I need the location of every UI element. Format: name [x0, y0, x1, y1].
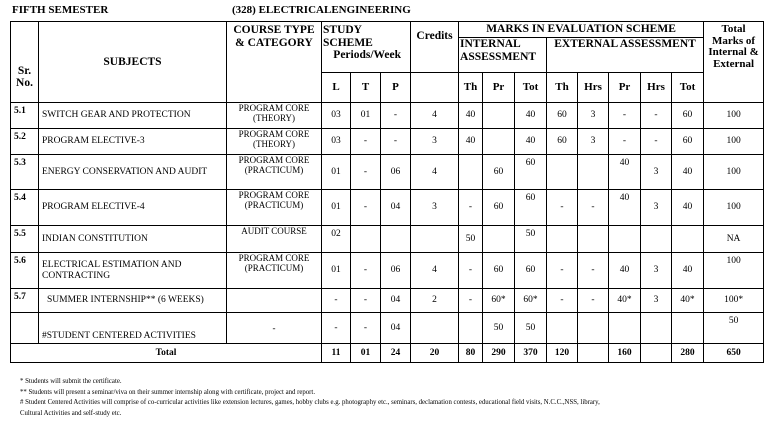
category: PROGRAM CORE (PRACTICUM) — [227, 190, 322, 226]
footnotes — [20, 377, 600, 419]
cell-ext-th — [547, 226, 578, 253]
cell-ext-th: - — [547, 253, 578, 289]
table-row — [11, 129, 764, 155]
col-L: L — [322, 73, 351, 103]
cell-int-pr — [483, 103, 515, 129]
cell-T: - — [351, 190, 381, 226]
cell-ext-pr: 40 — [609, 190, 641, 226]
subject: SWITCH GEAR AND PROTECTION — [39, 103, 227, 129]
evaluation-scheme-table — [10, 21, 764, 363]
cell-L: 01 — [322, 155, 351, 190]
total-ext-pr: 160 — [609, 344, 641, 363]
table-row — [11, 253, 764, 289]
cell-int-tot: 60 — [515, 190, 547, 226]
study-scheme-label: STUDY SCHEME — [323, 24, 373, 49]
cell-T: 01 — [351, 103, 381, 129]
header-internal-assessment: INTERNAL ASSESSMENT — [459, 38, 547, 73]
header-external-assessment: EXTERNAL ASSESSMENT — [547, 38, 704, 73]
cell-int-tot: 50 — [515, 226, 547, 253]
cell-ext-hrs2: 3 — [641, 289, 672, 313]
total-ext-tot: 280 — [672, 344, 704, 363]
program-title: (328) ELECTRICALENGINEERING — [232, 4, 411, 16]
cell-P: 06 — [381, 155, 411, 190]
subject: INDIAN CONSTITUTION — [39, 226, 227, 253]
col-P: P — [381, 73, 411, 103]
cell-ext-tot: 40 — [672, 190, 704, 226]
cell-ext-th: - — [547, 289, 578, 313]
cell-ext-hrs2 — [641, 226, 672, 253]
category: PROGRAM CORE (PRACTICUM) — [227, 155, 322, 190]
cell-ext-hrs2: 3 — [641, 155, 672, 190]
cell-total: 100 — [704, 129, 764, 155]
cell-ext-pr: 40 — [609, 253, 641, 289]
footnote: Cultural Activities and self-study etc. — [20, 409, 122, 417]
cell-ext-tot: 40 — [672, 155, 704, 190]
subject: #STUDENT CENTERED ACTIVITIES — [39, 313, 227, 344]
cell-credits: 4 — [411, 103, 459, 129]
cell-ext-tot: 60 — [672, 129, 704, 155]
cell-T: - — [351, 155, 381, 190]
col-int-pr: Pr — [483, 73, 515, 103]
sr-no: 5.3 — [11, 155, 39, 190]
cell-ext-th — [547, 155, 578, 190]
total-row — [11, 344, 764, 363]
total-ext-hrs2 — [641, 344, 672, 363]
col-ext-th: Th — [547, 73, 578, 103]
cell-int-th — [459, 155, 483, 190]
col-T: T — [351, 73, 381, 103]
category: - — [227, 313, 322, 344]
cell-T: - — [351, 253, 381, 289]
header-marks-scheme: MARKS IN EVALUATION SCHEME — [459, 22, 704, 38]
header-subjects: SUBJECTS — [39, 22, 227, 103]
table-row — [11, 226, 764, 253]
cell-L: - — [322, 289, 351, 313]
cell-int-tot: 60 — [515, 155, 547, 190]
col-ext-hrs2: Hrs — [641, 73, 672, 103]
header-study-scheme — [322, 22, 411, 73]
cell-int-pr — [483, 226, 515, 253]
cell-total: 100 — [704, 155, 764, 190]
sr-no: 5.1 — [11, 103, 39, 129]
header-credits: Credits — [411, 22, 459, 73]
cell-ext-hrs2: - — [641, 103, 672, 129]
total-label: Total — [11, 344, 322, 363]
cell-int-tot: 40 — [515, 103, 547, 129]
cell-ext-tot: 40* — [672, 289, 704, 313]
cell-int-tot: 40 — [515, 129, 547, 155]
cell-total: 100* — [704, 289, 764, 313]
cell-credits: 4 — [411, 253, 459, 289]
table-row — [11, 313, 764, 344]
cell-int-th: - — [459, 289, 483, 313]
subject: PROGRAM ELECTIVE-4 — [39, 190, 227, 226]
cell-ext-hrs: - — [578, 289, 609, 313]
col-int-th: Th — [459, 73, 483, 103]
cell-total: 50 — [704, 313, 764, 344]
cell-int-th: - — [459, 253, 483, 289]
col-ext-pr: Pr — [609, 73, 641, 103]
cell-total: 100 — [704, 103, 764, 129]
cell-total: 100 — [704, 190, 764, 226]
sr-no: 5.4 — [11, 190, 39, 226]
category — [227, 289, 322, 313]
cell-L: 01 — [322, 190, 351, 226]
cell-int-th: - — [459, 190, 483, 226]
sr-no: 5.6 — [11, 253, 39, 289]
cell-credits: 3 — [411, 129, 459, 155]
cell-T: - — [351, 129, 381, 155]
cell-ext-hrs: 3 — [578, 129, 609, 155]
cell-P: 04 — [381, 313, 411, 344]
col-ext-hrs: Hrs — [578, 73, 609, 103]
cell-int-pr: 60 — [483, 190, 515, 226]
header-sr-no: Sr. No. — [11, 22, 39, 103]
sr-no: 5.5 — [11, 226, 39, 253]
cell-P: 04 — [381, 289, 411, 313]
cell-ext-pr — [609, 313, 641, 344]
cell-ext-hrs — [578, 313, 609, 344]
total-L: 11 — [322, 344, 351, 363]
cell-credits: 3 — [411, 190, 459, 226]
subject: ELECTRICAL ESTIMATION AND CONTRACTING — [39, 253, 227, 289]
cell-ext-th — [547, 313, 578, 344]
table-row — [11, 289, 764, 313]
cell-ext-hrs2: 3 — [641, 253, 672, 289]
col-ext-tot: Tot — [672, 73, 704, 103]
header-total-marks: Total Marks of Internal & External — [704, 22, 764, 103]
total-int-th: 80 — [459, 344, 483, 363]
total-P: 24 — [381, 344, 411, 363]
cell-ext-hrs: - — [578, 253, 609, 289]
table-row — [11, 155, 764, 190]
cell-P — [381, 226, 411, 253]
table-row — [11, 103, 764, 129]
cell-ext-tot: 60 — [672, 103, 704, 129]
cell-ext-hrs — [578, 155, 609, 190]
cell-P: - — [381, 129, 411, 155]
header-course-type: COURSE TYPE & CATEGORY — [227, 22, 322, 103]
subject: PROGRAM ELECTIVE-3 — [39, 129, 227, 155]
cell-credits — [411, 226, 459, 253]
cell-int-tot: 50 — [515, 313, 547, 344]
cell-L: - — [322, 313, 351, 344]
cell-P: 04 — [381, 190, 411, 226]
cell-ext-pr — [609, 226, 641, 253]
cell-int-th: 40 — [459, 103, 483, 129]
cell-T: - — [351, 289, 381, 313]
cell-total: NA — [704, 226, 764, 253]
cell-ext-tot — [672, 313, 704, 344]
cell-ext-th: 60 — [547, 129, 578, 155]
subject: ENERGY CONSERVATION AND AUDIT — [39, 155, 227, 190]
cell-ext-hrs — [578, 226, 609, 253]
cell-T — [351, 226, 381, 253]
total-int-pr: 290 — [483, 344, 515, 363]
cell-P: - — [381, 103, 411, 129]
category: PROGRAM CORE (THEORY) — [227, 129, 322, 155]
footnote: # Student Centered Activities will comprise of co-curricular activities like extension lectures, games, hobby clubs e.g. photography etc., seminars, declamation contests, educational field visits, N.C.C.,NSS, library, — [20, 399, 600, 406]
cell-int-tot: 60* — [515, 289, 547, 313]
footnote: ** Students will present a seminar/viva on their summer internship along with certificate, project and report. — [20, 388, 316, 396]
col-int-tot: Tot — [515, 73, 547, 103]
cell-P: 06 — [381, 253, 411, 289]
cell-ext-th: 60 — [547, 103, 578, 129]
semester-title: FIFTH SEMESTER — [12, 4, 109, 16]
cell-L: 03 — [322, 129, 351, 155]
cell-ext-hrs2 — [641, 313, 672, 344]
cell-ext-hrs: 3 — [578, 103, 609, 129]
total-int-tot: 370 — [515, 344, 547, 363]
cell-L: 02 — [322, 226, 351, 253]
sr-no: 5.2 — [11, 129, 39, 155]
cell-ext-pr: 40 — [609, 155, 641, 190]
cell-total: 100 — [704, 253, 764, 289]
cell-int-pr — [483, 129, 515, 155]
cell-credits — [411, 313, 459, 344]
table-row — [11, 190, 764, 226]
cell-int-th — [459, 313, 483, 344]
category: PROGRAM CORE (PRACTICUM) — [227, 253, 322, 289]
cell-int-th: 40 — [459, 129, 483, 155]
cell-int-pr: 60 — [483, 253, 515, 289]
cell-ext-hrs2: - — [641, 129, 672, 155]
total-credits: 20 — [411, 344, 459, 363]
cell-int-th: 50 — [459, 226, 483, 253]
cell-ext-pr: - — [609, 129, 641, 155]
periods-week-label: Periods/Week — [333, 49, 402, 62]
cell-ext-hrs2: 3 — [641, 190, 672, 226]
sr-no: 5.7 — [11, 289, 39, 313]
col-credits-blank — [411, 73, 459, 103]
cell-int-pr: 50 — [483, 313, 515, 344]
cell-int-pr: 60* — [483, 289, 515, 313]
cell-credits: 4 — [411, 155, 459, 190]
category: PROGRAM CORE (THEORY) — [227, 103, 322, 129]
footnote: * Students will submit the certificate. — [20, 378, 122, 385]
cell-ext-pr: 40* — [609, 289, 641, 313]
total-T: 01 — [351, 344, 381, 363]
cell-ext-hrs: - — [578, 190, 609, 226]
cell-L: 03 — [322, 103, 351, 129]
total-ext-hrs — [578, 344, 609, 363]
cell-int-pr: 60 — [483, 155, 515, 190]
cell-int-tot: 60 — [515, 253, 547, 289]
cell-ext-th: - — [547, 190, 578, 226]
total-grand: 650 — [704, 344, 764, 363]
cell-credits: 2 — [411, 289, 459, 313]
cell-T: - — [351, 313, 381, 344]
category: AUDIT COURSE — [227, 226, 322, 253]
subject: SUMMER INTERNSHIP** (6 WEEKS) — [39, 289, 227, 313]
cell-L: 01 — [322, 253, 351, 289]
cell-ext-pr: - — [609, 103, 641, 129]
total-ext-th: 120 — [547, 344, 578, 363]
sr-no — [11, 313, 39, 344]
cell-ext-tot — [672, 226, 704, 253]
cell-ext-tot: 40 — [672, 253, 704, 289]
